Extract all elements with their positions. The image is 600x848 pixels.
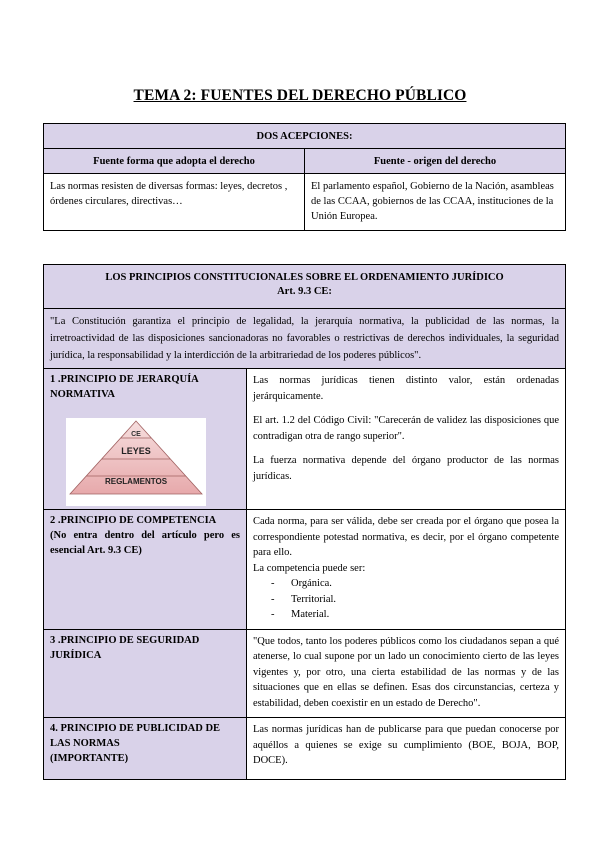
jerarquia-p2: El art. 1.2 del Código Civil: "Carecerán de validez las disposiciones que contradigan otra de rango superior". (253, 415, 559, 442)
competencia-p2: La competencia puede ser: (253, 562, 366, 574)
principios-title-line2: Art. 9.3 CE: (277, 286, 332, 297)
competencia-description (247, 510, 566, 630)
origen-text: El parlamento español, Gobierno de la Nación, asambleas de las CCAA, gobiernos de las CCAA, instituciones de la Unión Europea. (305, 174, 566, 231)
col-header-origen: Fuente - origen del derecho (305, 149, 566, 174)
col-header-forma: Fuente forma que adopta el derecho (44, 149, 305, 174)
seguridad-heading: 3 .PRINCIPIO DE SEGURIDAD JURÍDICA (50, 634, 200, 661)
pyramid-mid-label: LEYES (121, 446, 151, 456)
list-item: - Material. (271, 607, 559, 623)
competencia-list (253, 576, 559, 623)
competencia-subheading: (No entra dentro del artículo pero es esencial Art. 9.3 CE) (50, 530, 240, 556)
jerarquia-description (247, 369, 566, 510)
page-title: TEMA 2: FUENTES DEL DERECHO PÚBLICO (133, 87, 467, 104)
competencia-cell (44, 510, 247, 630)
pyramid-top-label: CE (131, 431, 141, 438)
principios-title (44, 265, 566, 309)
seguridad-description: "Que todos, tanto los poderes públicos como los ciudadanos sepan a qué atenerse, lo cual supone por un lado un conocimiento cierto de las leyes vigentes y, por otro, una cierta estabilidad de las normas y de las situaciones que en ellas se definen. Esas dos circunstancias, certeza y estabilidad, deben coexistir en un estado de Derecho". (247, 629, 566, 718)
list-item: - Orgánica. (271, 576, 559, 592)
competencia-heading: 2 .PRINCIPIO DE COMPETENCIA (50, 515, 217, 526)
competencia-p1: Cada norma, para ser válida, debe ser creada por el órgano que posea la correspondiente potestad normativa, es decir, por el órgano competente para ello. (253, 516, 559, 558)
jerarquia-cell (44, 369, 247, 510)
jerarquia-p1: Las normas jurídicas tienen distinto valor, están ordenadas jerárquicamente. (253, 375, 559, 402)
forma-text: Las normas resisten de diversas formas: leyes, decretos , órdenes circulares, directivas… (44, 174, 305, 231)
principios-title-line1: LOS PRINCIPIOS CONSTITUCIONALES SOBRE EL ORDENAMIENTO JURÍDICO (105, 272, 504, 283)
jerarquia-heading: 1 .PRINCIPIO DE JERARQUÍA NORMATIVA (50, 374, 199, 400)
principios-table (43, 264, 566, 780)
publicidad-subheading: (IMPORTANTE) (50, 753, 129, 764)
jerarquia-p3: La fuerza normativa depende del órgano productor de las normas jurídicas. (253, 455, 559, 482)
pyramid-bottom-label: REGLAMENTOS (104, 477, 168, 486)
list-item: - Territorial. (271, 592, 559, 608)
acepciones-table (43, 123, 566, 231)
pyramid-diagram (66, 418, 206, 506)
publicidad-heading: 4. PRINCIPIO DE PUBLICIDAD DE LAS NORMAS (50, 723, 221, 749)
article-quote: "La Constitución garantiza el principio de legalidad, la jerarquía normativa, la publicidad de las normas, la irretroactividad de las disposiciones sancionadoras no favorables o restrictivas de derechos individuales, la seguridad jurídica, la responsabilidad y la interdicción de la arbitrariedad de los poderes públicos". (44, 309, 566, 369)
publicidad-description: Las normas jurídicas han de publicarse para que puedan conocerse por aquéllos a quienes se exige su cumplimiento (BOE, BOJA, BOP, DOCE). (247, 718, 566, 780)
seguridad-cell (44, 629, 247, 718)
publicidad-cell (44, 718, 247, 780)
acepciones-header: DOS ACEPCIONES: (44, 124, 566, 149)
